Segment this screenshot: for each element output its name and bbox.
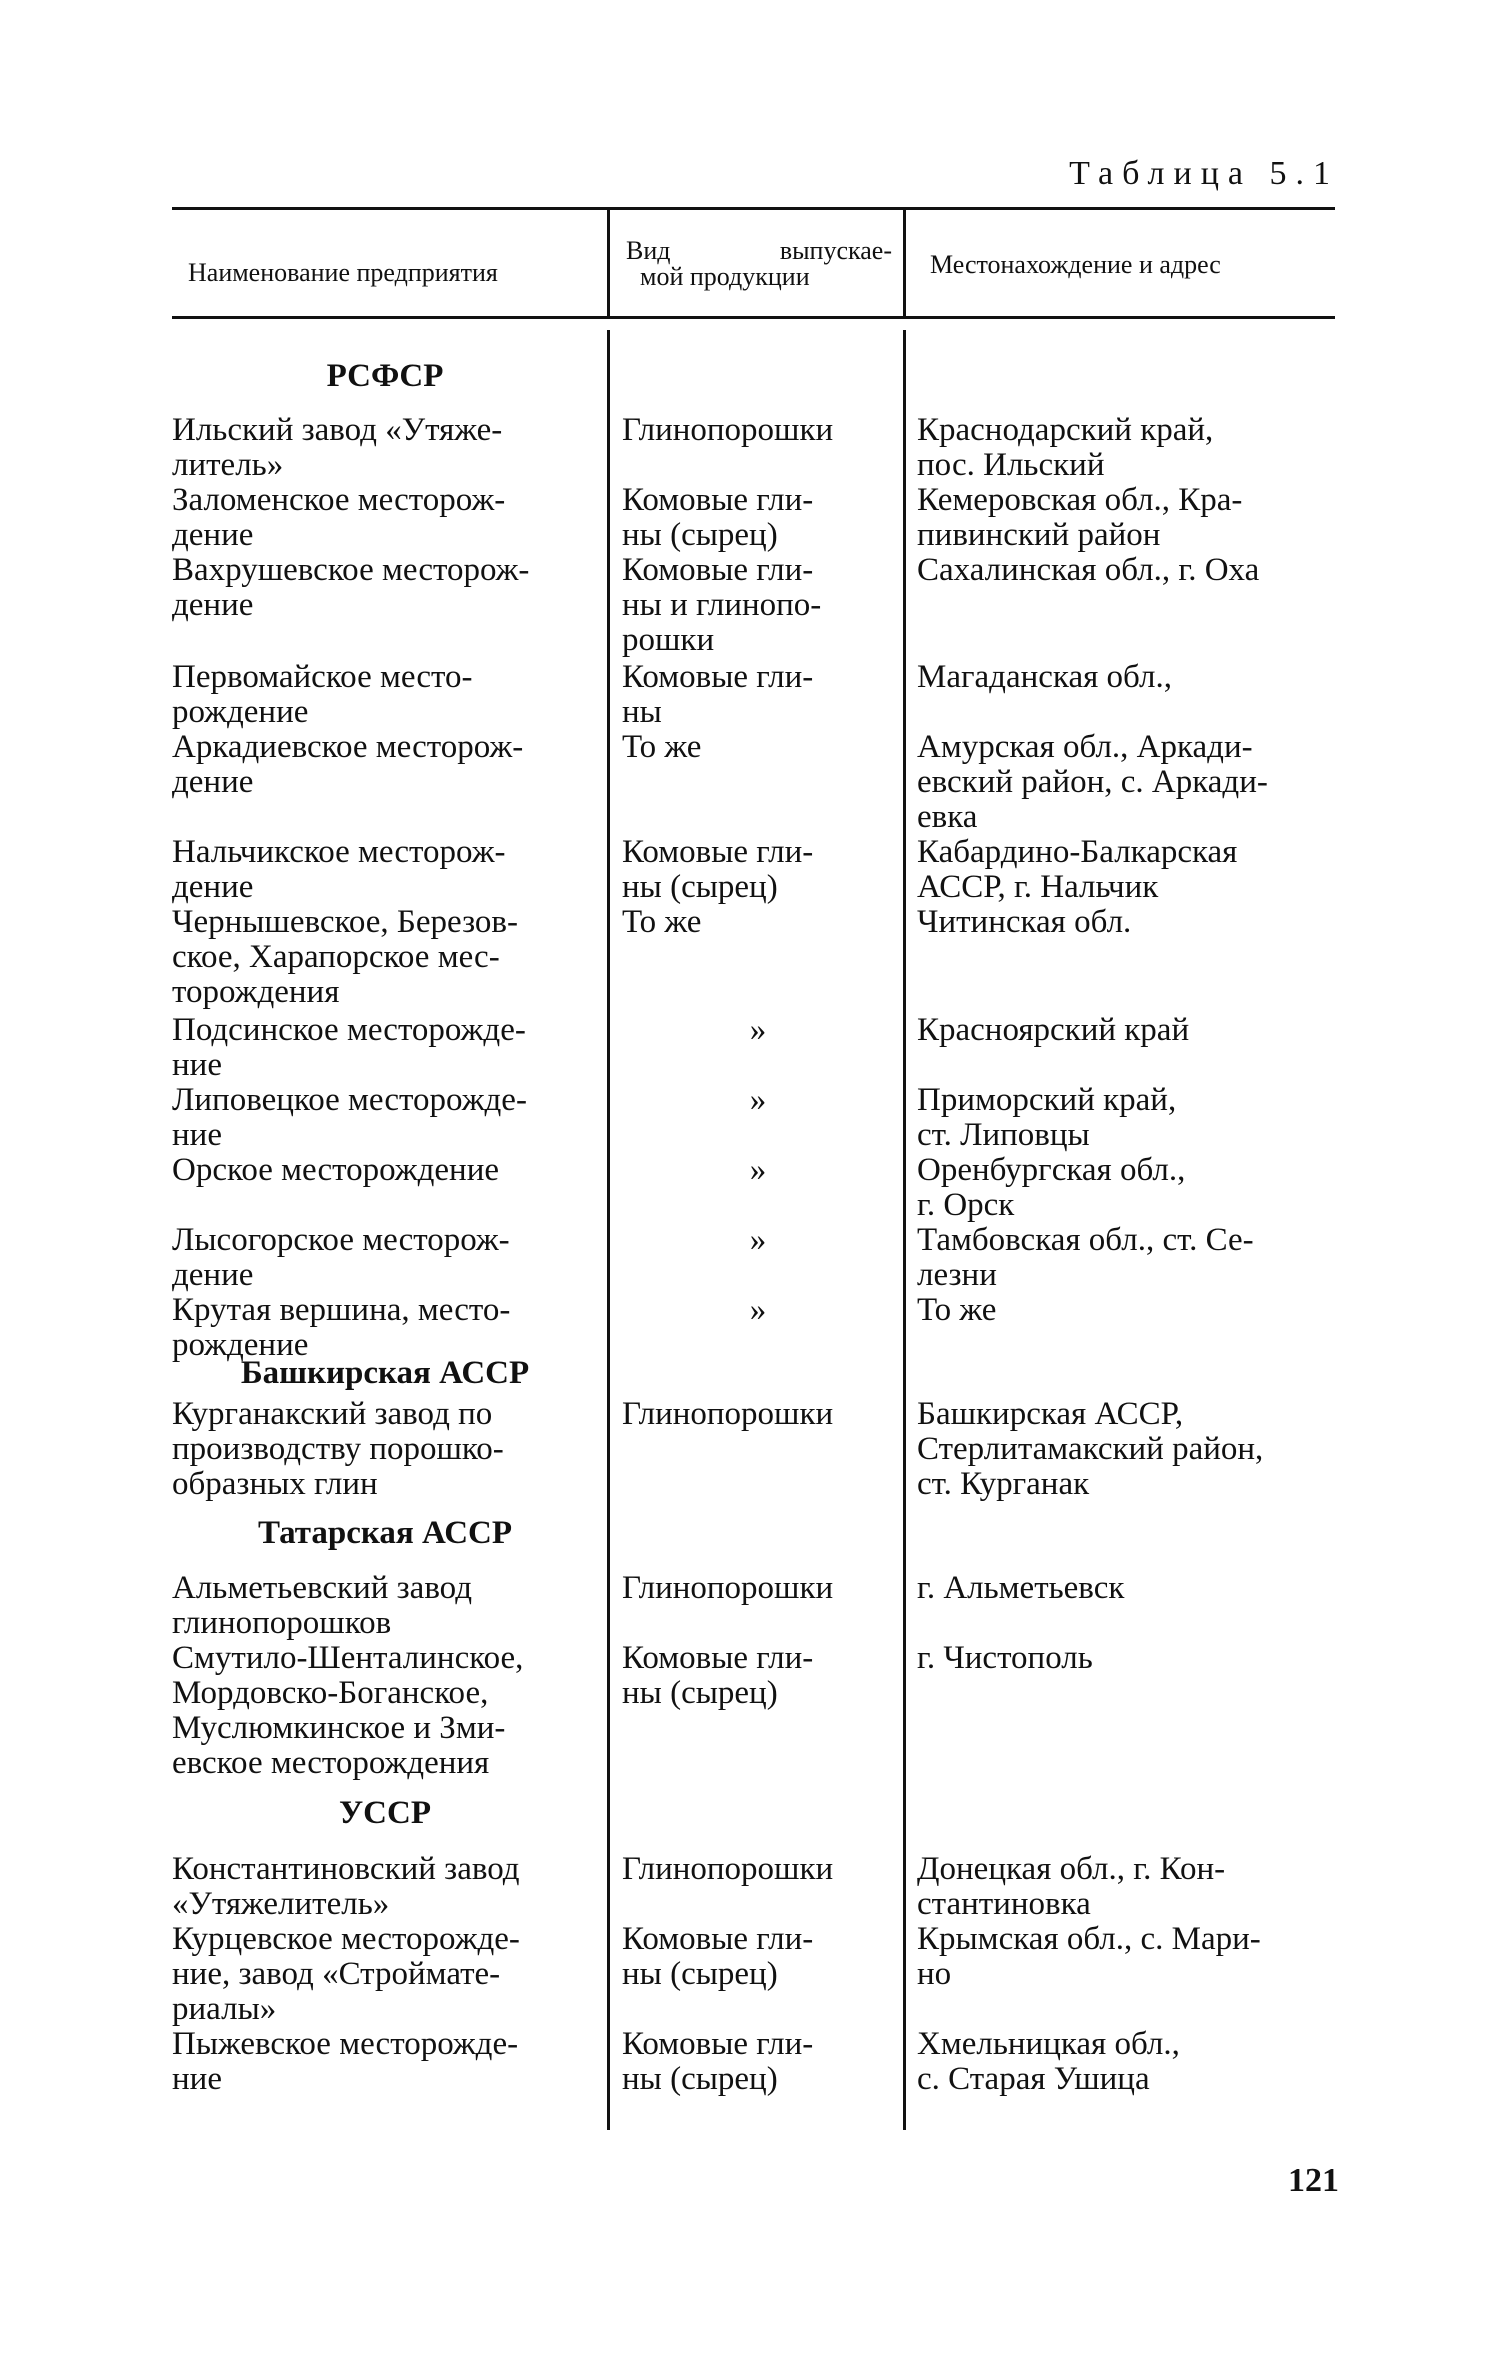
location-address-line: Красноярский край <box>917 1012 1190 1048</box>
product-type-line: Глинопорошки <box>622 1570 834 1606</box>
location-address-line: евка <box>917 799 978 835</box>
location-address <box>917 730 1345 835</box>
enterprise-name <box>172 1571 598 1641</box>
enterprise-name-line: Подсинское месторожде- <box>172 1012 526 1048</box>
product-type-line: Глинопорошки <box>622 412 834 448</box>
enterprise-name-line: Константиновский завод <box>172 1851 520 1887</box>
table-title: Таблица 5.1 <box>1069 155 1339 192</box>
enterprise-name-line: дение <box>172 764 254 800</box>
product-type-line: Комовые гли- <box>622 482 814 518</box>
location-address-line: ст. Липовцы <box>917 1117 1090 1153</box>
product-type-line: То же <box>622 904 702 940</box>
enterprise-name <box>172 483 598 553</box>
table-top-rule <box>172 207 1335 210</box>
location-address-line: Хмельницкая обл., <box>917 2026 1180 2062</box>
enterprise-name-line: литель» <box>172 447 284 483</box>
section-heading: УССР <box>338 1795 432 1831</box>
enterprise-name <box>172 1397 598 1502</box>
column-divider-2 <box>903 330 906 2130</box>
location-address <box>917 660 1345 695</box>
product-type-line: » <box>749 1012 767 1048</box>
location-address-line: Башкирская АССР, <box>917 1396 1184 1432</box>
product-type <box>622 730 894 765</box>
product-type-line: » <box>749 1082 767 1118</box>
product-type <box>622 835 894 905</box>
location-address-line: Сахалинская обл., г. Оха <box>917 552 1260 588</box>
enterprise-name-line: Орское месторождение <box>172 1152 500 1188</box>
location-address-line: Стерлитамакский район, <box>917 1431 1264 1467</box>
section-heading: РСФСР <box>326 358 444 394</box>
enterprise-name-line: Первомайское место- <box>172 659 473 695</box>
header-divider-2 <box>903 210 906 316</box>
enterprise-name-line: Заломенское месторож- <box>172 482 506 518</box>
product-type <box>622 1641 894 1711</box>
location-address-line: Кабардино-Балкарская <box>917 834 1238 870</box>
header-bottom-rule <box>172 316 1335 319</box>
product-type-line: Комовые гли- <box>622 2026 814 2062</box>
product-type <box>622 1083 894 1118</box>
enterprise-name-line: ние, завод «Строймате- <box>172 1956 501 1992</box>
enterprise-name <box>172 1153 598 1188</box>
enterprise-name-line: Липовецкое месторожде- <box>172 1082 527 1118</box>
location-address-line: Оренбургская обл., <box>917 1152 1186 1188</box>
product-type-line: рошки <box>622 622 715 658</box>
enterprise-name <box>172 1852 598 1922</box>
location-address-line: Приморский край, <box>917 1082 1177 1118</box>
enterprise-name <box>172 730 598 800</box>
product-type-line: Комовые гли- <box>622 1921 814 1957</box>
location-address <box>917 835 1345 905</box>
location-address-line: но <box>917 1956 952 1992</box>
page-number: 121 <box>1288 2162 1339 2199</box>
enterprise-name-line: рождение <box>172 1327 309 1363</box>
product-type <box>622 905 894 940</box>
enterprise-name <box>172 835 598 905</box>
enterprise-name-line: рождение <box>172 694 309 730</box>
product-type-line: » <box>749 1152 767 1188</box>
product-type-line: Комовые гли- <box>622 659 814 695</box>
location-address-line: Магаданская обл., <box>917 659 1172 695</box>
product-type <box>622 413 894 448</box>
location-address-line: Читинская обл. <box>917 904 1132 940</box>
location-address-line: Донецкая обл., г. Кон- <box>917 1851 1226 1887</box>
enterprise-name-line: Чернышевское, Березов- <box>172 904 518 940</box>
enterprise-name <box>172 905 598 1010</box>
enterprise-name <box>172 1083 598 1153</box>
product-type-line: ны (сырец) <box>622 1956 778 1992</box>
product-type <box>622 1223 894 1258</box>
enterprise-name <box>172 2027 598 2097</box>
product-type <box>622 1922 894 1992</box>
product-type-line: Комовые гли- <box>622 834 814 870</box>
header-divider-1 <box>607 210 610 316</box>
location-address-line: Тамбовская обл., ст. Се- <box>917 1222 1254 1258</box>
location-address-line: То же <box>917 1292 997 1328</box>
enterprise-name-line: дение <box>172 517 254 553</box>
location-address-line: лезни <box>917 1257 997 1293</box>
location-address <box>917 1153 1345 1223</box>
section-heading: Татарская АССР <box>257 1515 513 1551</box>
enterprise-name-line: ние <box>172 2061 222 2097</box>
enterprise-name <box>172 553 598 623</box>
header-name: Наименование предприятия <box>188 258 498 287</box>
product-type <box>622 2027 894 2097</box>
enterprise-name-line: Аркадиевское месторож- <box>172 729 524 765</box>
product-type <box>622 483 894 553</box>
location-address-line: пивинский район <box>917 517 1161 553</box>
location-address <box>917 1083 1345 1153</box>
enterprise-name-line: Смутило-Шенталинское, <box>172 1640 524 1676</box>
location-address <box>917 1852 1345 1922</box>
enterprise-name-line: ние <box>172 1047 222 1083</box>
location-address-line: с. Старая Ушица <box>917 2061 1150 2097</box>
location-address <box>917 2027 1345 2097</box>
product-type-line: То же <box>622 729 702 765</box>
product-type <box>622 660 894 730</box>
product-type-line: ны и глинопо- <box>622 587 822 623</box>
product-type-line: ны (сырец) <box>622 2061 778 2097</box>
enterprise-name-line: Мордовско-Боганское, <box>172 1675 489 1711</box>
product-type <box>622 1852 894 1887</box>
product-type <box>622 1397 894 1432</box>
enterprise-name <box>172 413 598 483</box>
product-type-line: » <box>749 1292 767 1328</box>
enterprise-name-line: глинопорошков <box>172 1605 392 1641</box>
header-product-line1: Вид выпускае- <box>626 236 892 265</box>
enterprise-name-line: Лысогорское месторож- <box>172 1222 510 1258</box>
enterprise-name-line: образных глин <box>172 1466 378 1502</box>
enterprise-name <box>172 1223 598 1293</box>
product-type-line: ны (сырец) <box>622 1675 778 1711</box>
enterprise-name <box>172 1641 598 1781</box>
column-divider-1 <box>607 330 610 2130</box>
location-address <box>917 483 1345 553</box>
product-type-line: » <box>749 1222 767 1258</box>
location-address-line: г. Чистополь <box>917 1640 1093 1676</box>
enterprise-name-line: Пыжевское месторожде- <box>172 2026 519 2062</box>
enterprise-name-line: ние <box>172 1117 222 1153</box>
product-type-line: Глинопорошки <box>622 1396 834 1432</box>
location-address-line: стантиновка <box>917 1886 1091 1922</box>
enterprise-name-line: Крутая вершина, место- <box>172 1292 511 1328</box>
location-address <box>917 1571 1345 1606</box>
product-type <box>622 1153 894 1188</box>
enterprise-name <box>172 1922 598 2027</box>
location-address-line: Кемеровская обл., Кра- <box>917 482 1243 518</box>
location-address-line: евский район, с. Аркади- <box>917 764 1268 800</box>
enterprise-name-line: Курцевское месторожде- <box>172 1921 520 1957</box>
enterprise-name <box>172 1013 598 1083</box>
enterprise-name-line: дение <box>172 1257 254 1293</box>
location-address-line: Краснодарский край, <box>917 412 1214 448</box>
product-type-line: ны <box>622 694 662 730</box>
product-type-line: Комовые гли- <box>622 1640 814 1676</box>
enterprise-name-line: Альметьевский завод <box>172 1570 473 1606</box>
location-address <box>917 905 1345 940</box>
location-address <box>917 1013 1345 1048</box>
enterprise-name-line: евское месторождения <box>172 1745 490 1781</box>
location-address-line: г. Орск <box>917 1187 1015 1223</box>
location-address <box>917 1397 1345 1502</box>
enterprise-name-line: «Утяжелитель» <box>172 1886 390 1922</box>
product-type-line: ны (сырец) <box>622 869 778 905</box>
enterprise-name-line: Курганакский завод по <box>172 1396 493 1432</box>
product-type <box>622 1571 894 1606</box>
location-address-line: г. Альметьевск <box>917 1570 1125 1606</box>
location-address-line: АССР, г. Нальчик <box>917 869 1159 905</box>
product-type-line: Комовые гли- <box>622 552 814 588</box>
header-location: Местонахождение и адрес <box>930 250 1221 279</box>
location-address <box>917 553 1345 588</box>
location-address <box>917 1223 1345 1293</box>
enterprise-name-line: риалы» <box>172 1991 277 2027</box>
section-heading: Башкирская АССР <box>240 1355 530 1391</box>
product-type <box>622 553 894 658</box>
product-type <box>622 1293 894 1328</box>
enterprise-name-line: дение <box>172 869 254 905</box>
location-address <box>917 1922 1345 1992</box>
location-address <box>917 1293 1345 1328</box>
location-address <box>917 1641 1345 1676</box>
location-address-line: Амурская обл., Аркади- <box>917 729 1253 765</box>
enterprise-name-line: Муслюмкинское и Зми- <box>172 1710 506 1746</box>
product-type <box>622 1013 894 1048</box>
enterprise-name-line: производству порошко- <box>172 1431 504 1467</box>
product-type-line: Глинопорошки <box>622 1851 834 1887</box>
enterprise-name-line: Вахрушевское месторож- <box>172 552 530 588</box>
header-product-line2: мой продукции <box>640 262 810 291</box>
product-type-line: ны (сырец) <box>622 517 778 553</box>
enterprise-name <box>172 660 598 730</box>
enterprise-name-line: торождения <box>172 974 340 1010</box>
location-address-line: Крымская обл., с. Мари- <box>917 1921 1261 1957</box>
location-address-line: ст. Курганак <box>917 1466 1090 1502</box>
enterprise-name <box>172 1293 598 1363</box>
enterprise-name-line: дение <box>172 587 254 623</box>
location-address <box>917 413 1345 483</box>
location-address-line: пос. Ильский <box>917 447 1105 483</box>
enterprise-name-line: ское, Харапорское мес- <box>172 939 500 975</box>
enterprise-name-line: Нальчикское месторож- <box>172 834 506 870</box>
enterprise-name-line: Ильский завод «Утяже- <box>172 412 503 448</box>
